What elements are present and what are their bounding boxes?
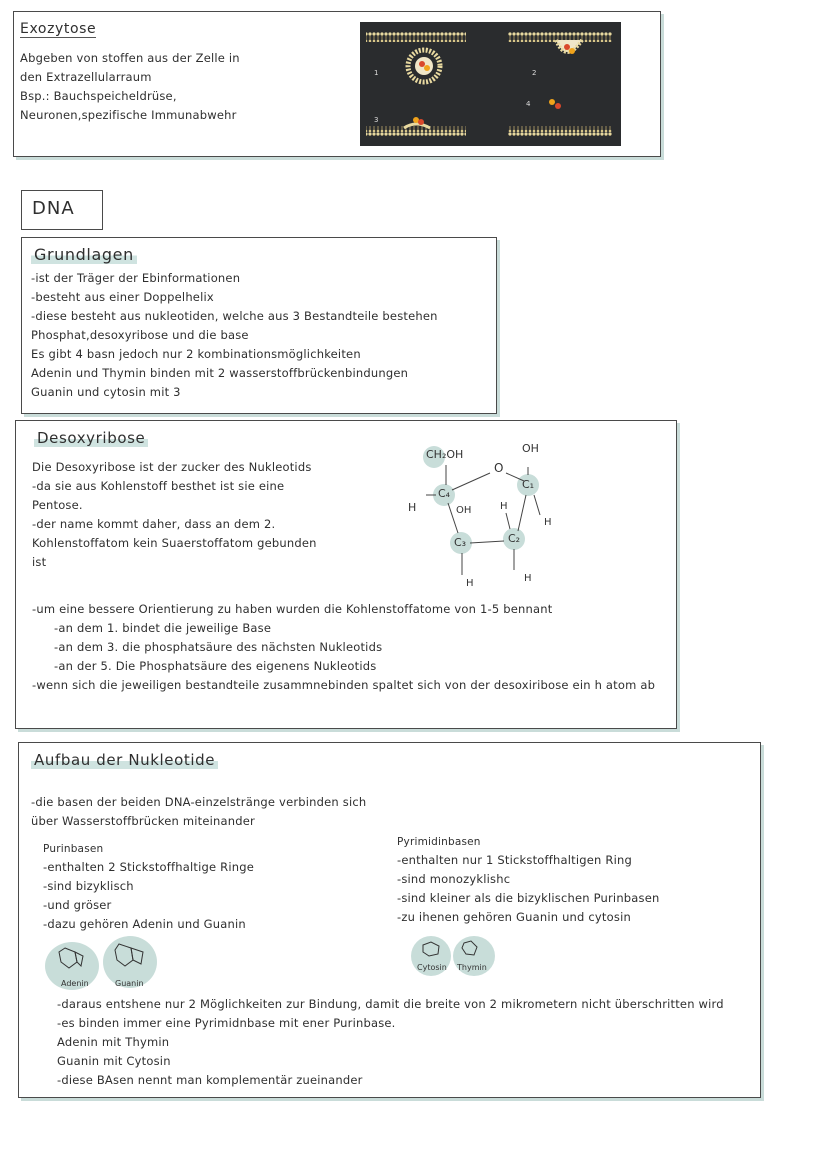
- aufbau-closing-line: Guanin mit Cytosin: [57, 1054, 171, 1068]
- step-label: 4: [526, 100, 531, 108]
- base-label-adenin: Adenin: [61, 979, 89, 988]
- step-label: 2: [532, 69, 537, 77]
- pyrimidin-line: -sind monozyklishc: [397, 872, 511, 886]
- exocytosis-line: Neuronen,spezifische Immunabwehr: [20, 108, 237, 122]
- base-label-cytosin: Cytosin: [417, 963, 447, 972]
- grundlagen-line: -besteht aus einer Doppelhelix: [31, 290, 214, 304]
- purin-line: -dazu gehören Adenin und Guanin: [43, 917, 246, 931]
- desoxyribose-box: [15, 420, 677, 729]
- purin-line: -enthalten 2 Stickstoffhaltige Ringe: [43, 860, 254, 874]
- exocytosis-box: [13, 11, 661, 157]
- aufbau-intro-line: über Wasserstoffbrücken miteinander: [31, 814, 255, 828]
- structure-bonds: [386, 435, 586, 605]
- desoxyribose-intro-line: -der name kommt daher, dass an dem 2.: [32, 517, 276, 531]
- aufbau-closing-line: -daraus entshene nur 2 Möglichkeiten zur Bindung, damit die breite von 2 mikrometern nicht überschritten wird: [57, 997, 724, 1011]
- pyrimidin-line: -sind kleiner als die bizyklischen Purinbasen: [397, 891, 660, 905]
- h-c1-label: H: [544, 517, 552, 528]
- desoxyribose-intro-line: Die Desoxyribose ist der zucker des Nukleotids: [32, 460, 312, 474]
- dna-heading: DNA: [32, 198, 75, 219]
- grundlagen-line: -diese besteht aus nukleotiden, welche aus 3 Bestandteile bestehen: [31, 309, 438, 323]
- desoxyribose-list-line: -um eine bessere Orientierung zu haben wurden die Kohlenstoffatome von 1-5 bennant: [32, 602, 553, 616]
- desoxyribose-intro-line: -da sie aus Kohlenstoff besthet ist sie eine: [32, 479, 285, 493]
- h-mid-label: H: [500, 501, 508, 512]
- aufbau-closing-line: -es binden immer eine Pyrimidnbase mit ener Purinbase.: [57, 1016, 396, 1030]
- h-c3-label: H: [466, 578, 474, 589]
- pyrimidin-line: -enthalten nur 1 Stickstoffhaltigen Ring: [397, 853, 632, 867]
- step-label: 1: [374, 69, 379, 77]
- exocytosis-title: Exozytose: [20, 21, 97, 37]
- adenin-ring-icon: [59, 948, 77, 968]
- dna-heading-box: [21, 190, 103, 230]
- aufbau-intro-line: -die basen der beiden DNA-einzelstränge verbinden sich: [31, 795, 367, 809]
- pyrimidin-line: -zu ihenen gehören Guanin und cytosin: [397, 910, 631, 924]
- grundlagen-box: [21, 237, 497, 414]
- desoxyribose-structure: [386, 435, 586, 605]
- desoxyribose-list-line: -an dem 3. die phosphatsäure des nächsten Nukleotids: [54, 640, 383, 654]
- exocytosis-line: Abgeben von stoffen aus der Zelle in: [20, 51, 240, 65]
- desoxyribose-list-line: -wenn sich die jeweiligen bestandteile zusammnebinden spaltet sich von der desoxiribose ein h atom ab: [32, 678, 656, 692]
- c4-label: C₄: [438, 487, 451, 500]
- grundlagen-line: -ist der Träger der Ebinformationen: [31, 271, 241, 285]
- grundlagen-line: Phosphat,desoxyribose und die base: [31, 328, 249, 342]
- purin-line: -sind bizyklisch: [43, 879, 134, 893]
- aufbau-title: Aufbau der Nukleotide: [31, 751, 218, 769]
- base-label-guanin: Guanin: [115, 979, 144, 988]
- purin-line: -und gröser: [43, 898, 112, 912]
- desoxyribose-intro-line: ist: [32, 555, 47, 569]
- thymin-ring-icon: [462, 941, 477, 955]
- desoxyribose-intro-line: Kohlenstoffatom kein Suaerstoffatom gebunden: [32, 536, 317, 550]
- c3-label: C₃: [454, 536, 467, 549]
- h-left-label: H: [408, 501, 417, 514]
- desoxyribose-intro-line: Pentose.: [32, 498, 83, 512]
- grundlagen-line: Adenin und Thymin binden mit 2 wasserstoffbrückenbindungen: [31, 366, 409, 380]
- desoxyribose-list-line: -an dem 1. bindet die jeweilige Base: [54, 621, 272, 635]
- aufbau-closing-line: -diese BAsen nennt man komplementär zueinander: [57, 1073, 363, 1087]
- exocytosis-diagram: [360, 22, 621, 146]
- oh-top-label: OH: [522, 442, 539, 455]
- ch2oh-label: CH₂OH: [426, 448, 464, 461]
- c1-label: C₁: [522, 478, 535, 491]
- oh-mid-label: OH: [456, 505, 472, 516]
- c2-label: C₂: [508, 532, 521, 545]
- desoxyribose-list-line: -an der 5. Die Phosphatsäure des eigenens Nukleotids: [54, 659, 377, 673]
- pyrimidin-title: Pyrimidinbasen: [397, 836, 481, 848]
- purin-title: Purinbasen: [43, 843, 104, 855]
- cytosin-ring-icon: [423, 942, 439, 956]
- grundlagen-line: Guanin und cytosin mit 3: [31, 385, 181, 399]
- aufbau-closing-line: Adenin mit Thymin: [57, 1035, 170, 1049]
- base-label-thymin: Thymin: [457, 963, 487, 972]
- desoxyribose-title: Desoxyribose: [34, 429, 148, 447]
- step-label: 3: [374, 116, 379, 124]
- grundlagen-title: Grundlagen: [31, 245, 137, 264]
- exocytosis-line: den Extrazellularraum: [20, 70, 152, 84]
- aufbau-box: [18, 742, 761, 1098]
- o-label: O: [494, 461, 504, 475]
- guanin-ring-icon: [115, 944, 133, 966]
- exocytosis-line: Bsp.: Bauchspeicheldrüse,: [20, 89, 177, 103]
- grundlagen-line: Es gibt 4 basn jedoch nur 2 kombinationsmöglichkeiten: [31, 347, 361, 361]
- h-c2-label: H: [524, 573, 532, 584]
- exocytosis-steps-illustration: [360, 22, 621, 146]
